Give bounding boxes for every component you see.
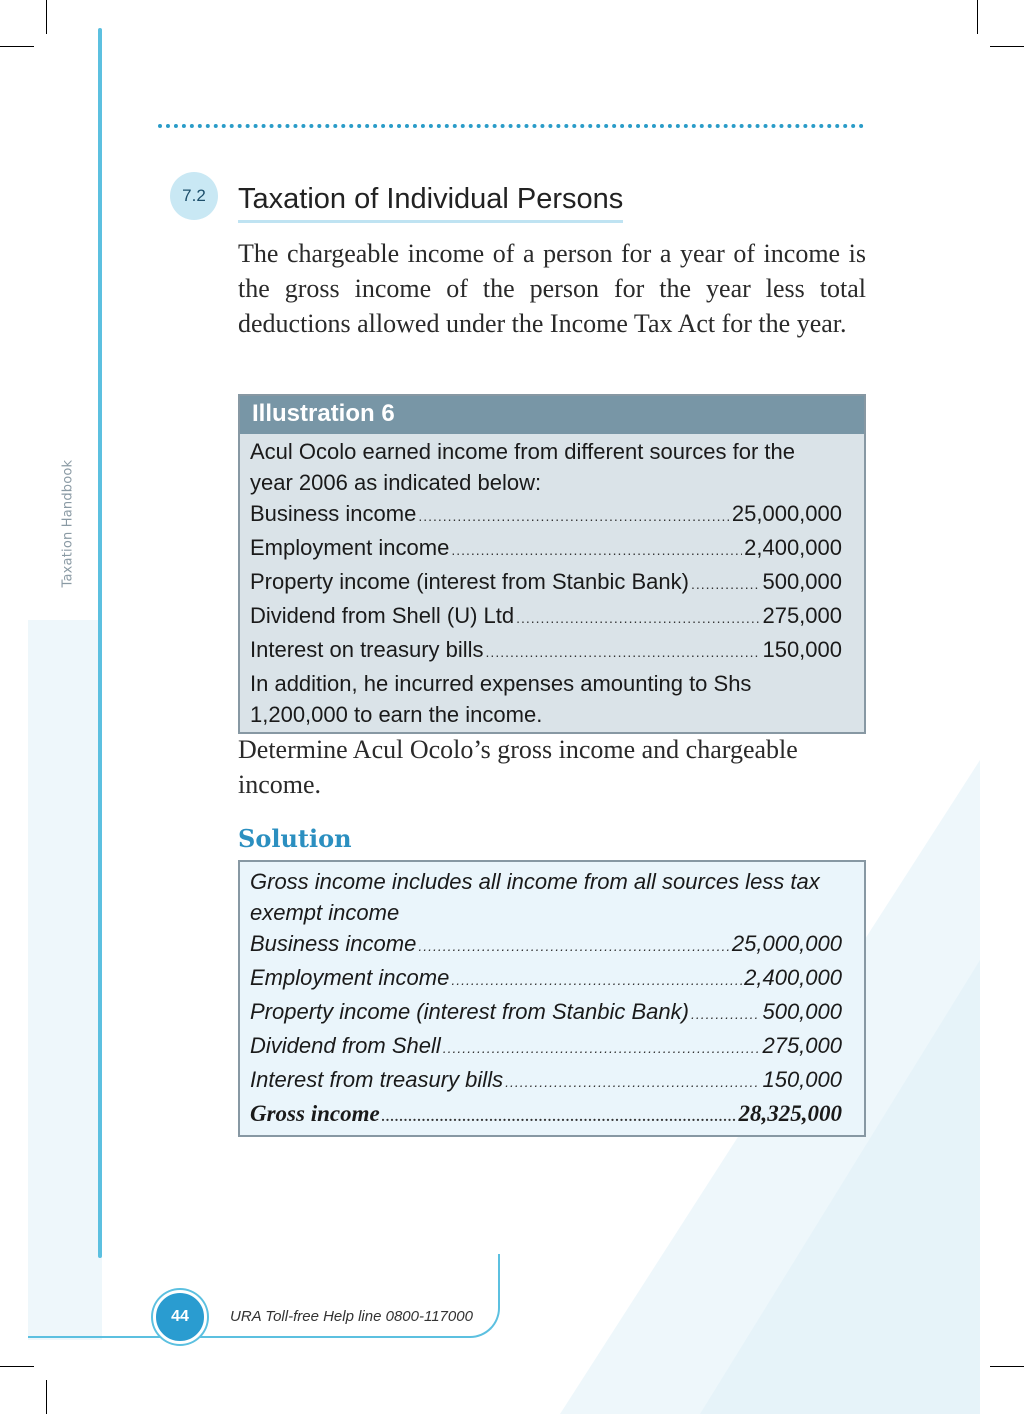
solution-label: Employment income: [250, 965, 450, 990]
solution-label: Property income (interest from Stanbic Bank): [250, 999, 689, 1024]
solution-value: 2,400,000: [744, 965, 842, 990]
leader-dots: [516, 603, 760, 634]
income-label: Business income: [250, 501, 417, 526]
leader-dots: [505, 1067, 760, 1098]
illustration-lead: year 2006 as indicated below:: [250, 470, 542, 495]
illustration-box: [238, 394, 866, 734]
side-frame-line: [98, 28, 102, 1258]
leader-dots: [451, 965, 742, 996]
solution-value: 275,000: [762, 1033, 842, 1058]
solution-row: [250, 962, 842, 996]
solution-row: [250, 928, 842, 962]
income-row: [250, 566, 842, 600]
leader-dots: [418, 931, 730, 962]
section-title: Taxation of Individual Persons: [238, 183, 623, 223]
section-number-badge: 7.2: [170, 172, 218, 220]
solution-row: [250, 1064, 842, 1098]
leader-dots: [486, 637, 761, 668]
gross-income-total-row: [250, 1098, 842, 1133]
leader-dots: [691, 999, 761, 1030]
illustration-note: 1,200,000 to earn the income.: [250, 702, 543, 727]
income-value: 2,400,000: [744, 535, 842, 560]
solution-box: [238, 860, 866, 1137]
income-row: [250, 634, 842, 668]
illustration-note: In addition, he incurred expenses amounting to Shs: [250, 671, 752, 696]
footer-helpline: URA Toll-free Help line 0800-117000: [230, 1308, 473, 1325]
solution-label: Interest from treasury bills: [250, 1067, 504, 1092]
income-label: Dividend from Shell (U) Ltd: [250, 603, 515, 628]
illustration-lead: Acul Ocolo earned income from different sources for the: [250, 439, 795, 464]
footer-frame: [28, 1254, 500, 1338]
leader-dots: [691, 569, 761, 600]
leader-dots: [382, 1102, 737, 1133]
income-label: Property income (interest from Stanbic Bank): [250, 569, 689, 594]
intro-paragraph: The chargeable income of a person for a year of income is the gross income of the person for the year less total deductions allowed under the Income Tax Act for the year.: [238, 239, 866, 338]
solution-value: 500,000: [762, 999, 842, 1024]
running-header-label: Taxation Handbook: [60, 459, 76, 588]
solution-label: Dividend from Shell: [250, 1033, 441, 1058]
solution-row: [250, 1030, 842, 1064]
total-label: Gross income: [250, 1101, 380, 1126]
total-value: 28,325,000: [738, 1101, 842, 1126]
solution-lead: Gross income includes all income from all sources less tax: [250, 869, 820, 894]
question-paragraph: Determine Acul Ocolo’s gross income and chargeable income.: [238, 735, 798, 799]
income-label: Employment income: [250, 535, 450, 560]
illustration-heading: Illustration 6: [240, 396, 864, 434]
income-value: 275,000: [762, 603, 842, 628]
solution-value: 25,000,000: [731, 931, 842, 956]
solution-value: 150,000: [762, 1067, 842, 1092]
illustration-body: [240, 434, 864, 732]
solution-heading: Solution: [238, 824, 352, 853]
income-label: Interest on treasury bills: [250, 637, 484, 662]
solution-lead: exempt income: [250, 900, 400, 925]
solution-body: [240, 862, 864, 1135]
income-value: 500,000: [762, 569, 842, 594]
income-row: [250, 498, 842, 532]
side-band: [28, 620, 102, 1340]
page-number-badge: 44: [153, 1290, 207, 1344]
leader-dots: [443, 1033, 761, 1064]
solution-label: Business income: [250, 931, 417, 956]
leader-dots: [418, 501, 730, 532]
solution-row: [250, 996, 842, 1030]
income-row: [250, 600, 842, 634]
leader-dots: [451, 535, 742, 566]
income-value: 150,000: [762, 637, 842, 662]
income-row: [250, 532, 842, 566]
dotted-divider: [158, 124, 864, 128]
income-value: 25,000,000: [731, 501, 842, 526]
